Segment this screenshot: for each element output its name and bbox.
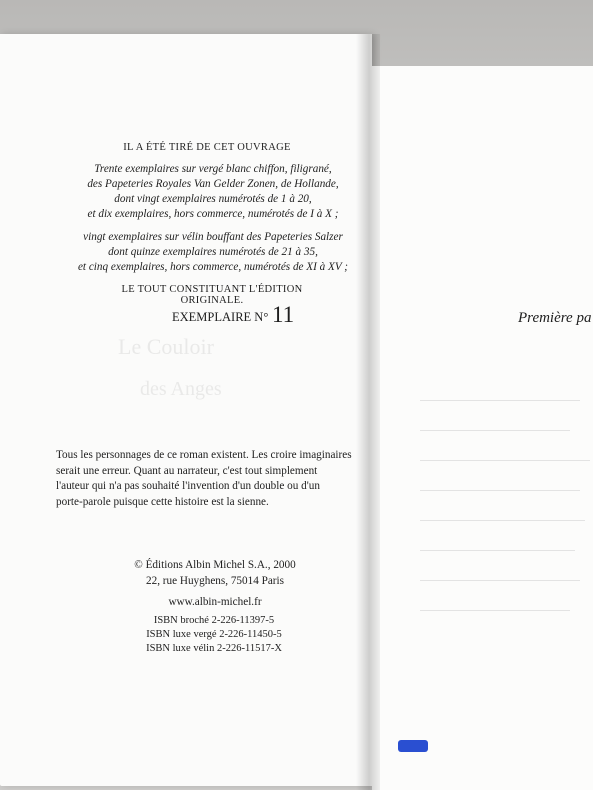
- show-through-text: [420, 520, 585, 521]
- disclaimer-paragraph: [56, 448, 362, 510]
- show-through-text: [420, 460, 590, 461]
- edition-line: Trente exemplaires sur vergé blanc chiffon, filigrané,: [94, 163, 332, 175]
- isbn-block: [124, 614, 304, 656]
- disclaimer-line: serait une erreur. Quant au narrateur, c'est tout simplement: [56, 464, 318, 477]
- edition-line: dont vingt exemplaires numérotés de 1 à 20,: [114, 193, 312, 205]
- show-through-text: [420, 490, 580, 491]
- isbn-line: ISBN luxe vélin 2-226-11517-X: [146, 643, 282, 654]
- show-through-text: Le Couloir: [118, 334, 214, 359]
- show-through-text: [420, 550, 575, 551]
- edition-line: des Papeteries Royales Van Gelder Zonen, de Hollande,: [87, 178, 339, 190]
- publisher-block: [106, 558, 324, 611]
- copyright-notice: © Éditions Albin Michel S.A., 2000: [134, 559, 296, 571]
- show-through-text: des Anges: [140, 378, 222, 400]
- edition-block-2: [76, 230, 350, 275]
- exemplaire-line: [172, 302, 322, 328]
- edition-line: vingt exemplaires sur vélin bouffant des Papeteries Salzer: [83, 231, 343, 243]
- edition-line: et dix exemplaires, hors commerce, numérotés de I à X ;: [87, 208, 339, 220]
- book-gutter: [356, 34, 380, 790]
- bookmark-ribbon: [398, 740, 428, 752]
- edition-line: et cinq exemplaires, hors commerce, numérotés de XI à XV ;: [77, 261, 349, 273]
- show-through-text: [420, 610, 570, 611]
- publisher-address: 22, rue Huyghens, 75014 Paris: [146, 574, 284, 587]
- show-through-text: [420, 430, 570, 431]
- show-through-text: [420, 580, 580, 581]
- original-edition-note: LE TOUT CONSTITUANT L'ÉDITION ORIGINALE.: [121, 284, 303, 306]
- edition-heading: IL A ÉTÉ TIRÉ DE CET OUVRAGE: [123, 142, 291, 153]
- disclaimer-line: l'auteur qui n'a pas souhaité l'invention d'un double ou d'un: [56, 480, 320, 492]
- show-through-text: [420, 400, 580, 401]
- disclaimer-line: porte-parole puisque cette histoire est la sienne.: [56, 495, 269, 508]
- right-page: [372, 66, 593, 790]
- part-heading: Première pa: [518, 310, 592, 326]
- edition-block-1: [80, 162, 346, 222]
- edition-line: dont quinze exemplaires numérotés de 21 à 35,: [108, 246, 318, 258]
- publisher-website: www.albin-michel.fr: [168, 596, 262, 608]
- disclaimer-line: Tous les personnages de ce roman existent. Les croire imaginaires: [56, 449, 352, 461]
- isbn-line: ISBN luxe vergé 2-226-11450-5: [146, 629, 282, 640]
- exemplaire-label: EXEMPLAIRE N°: [172, 310, 269, 324]
- isbn-line: ISBN broché 2-226-11397-5: [153, 615, 275, 626]
- exemplaire-number: 11: [272, 302, 295, 327]
